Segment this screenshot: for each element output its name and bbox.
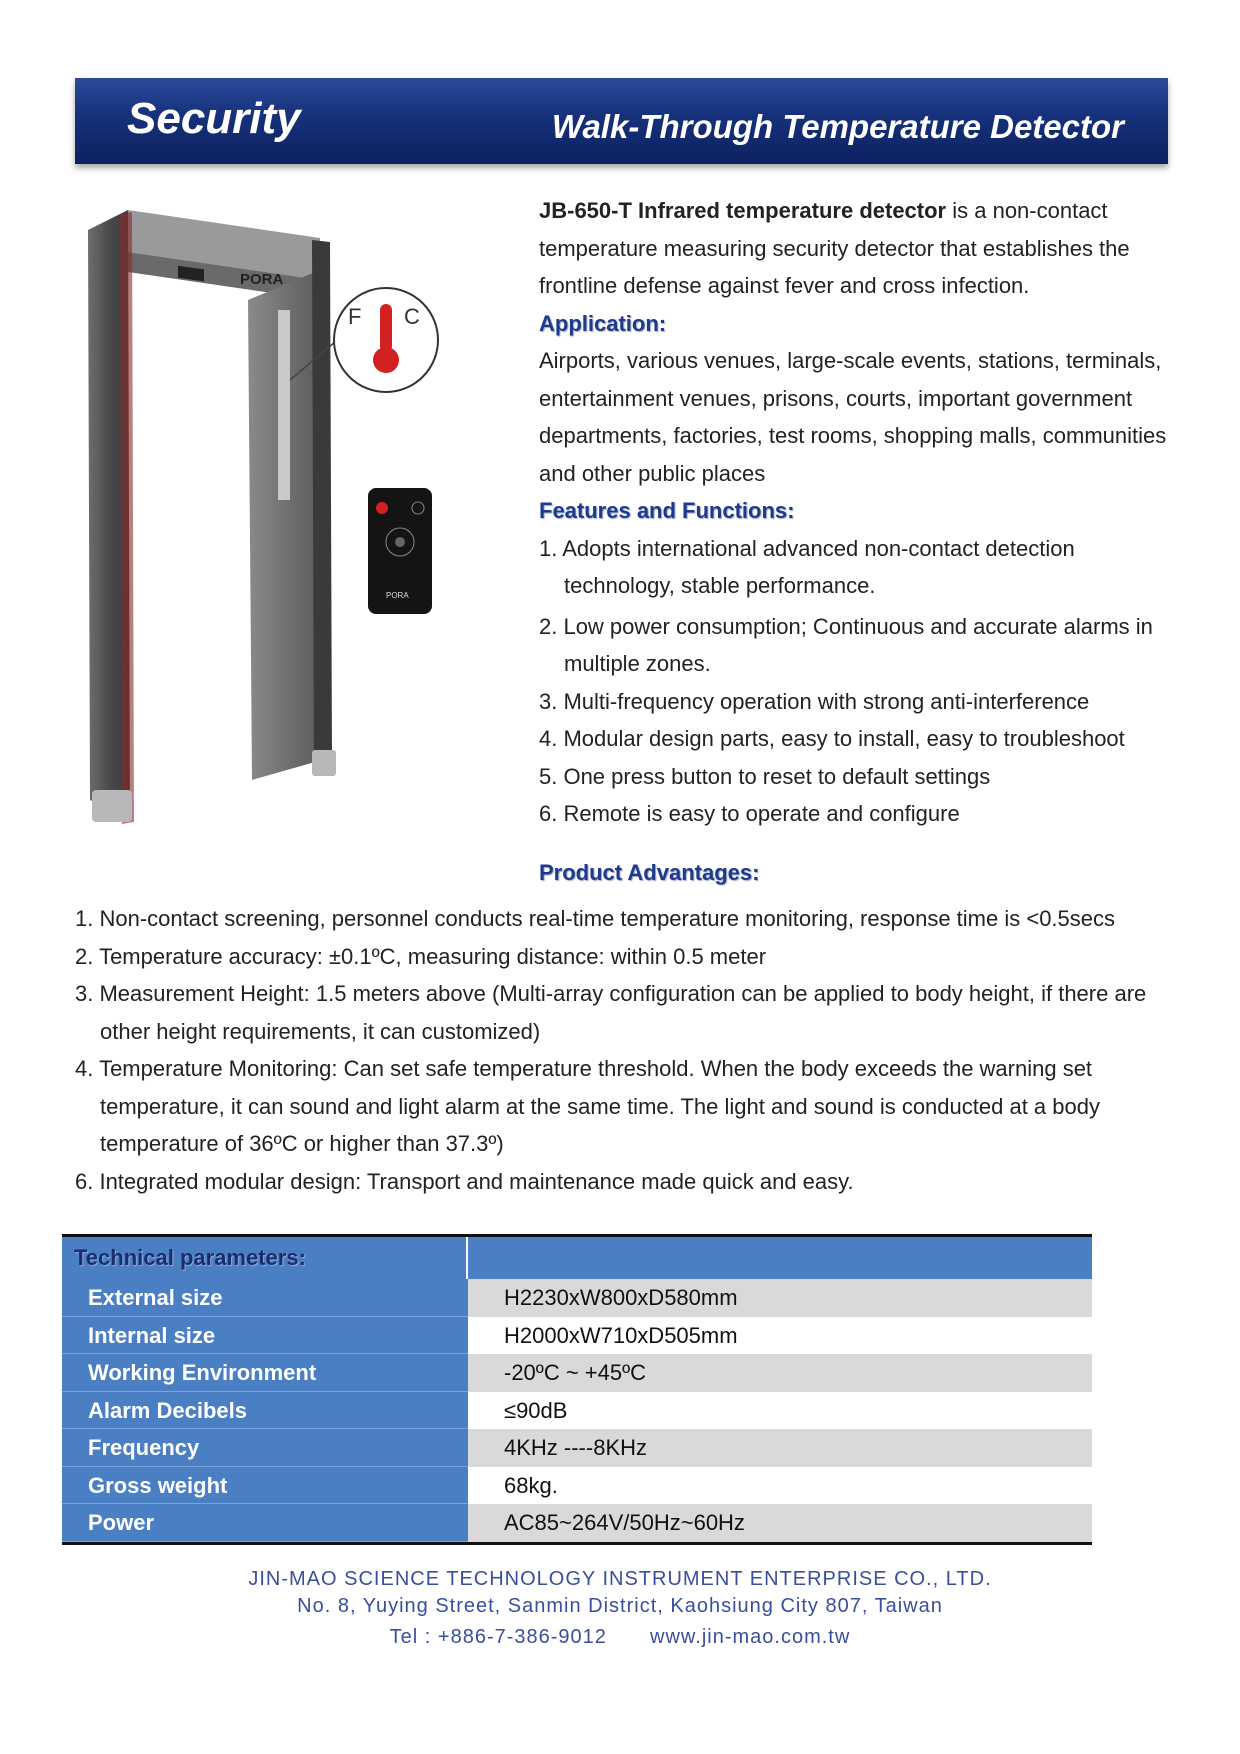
param-name: Alarm Decibels — [62, 1392, 468, 1430]
param-name: Working Environment — [62, 1354, 468, 1392]
param-name: Internal size — [62, 1317, 468, 1355]
param-name: Frequency — [62, 1429, 468, 1467]
intro-paragraph — [539, 192, 1179, 305]
table-row — [62, 1279, 1092, 1317]
table-row — [62, 1317, 1092, 1355]
table-row — [62, 1467, 1092, 1505]
param-name: External size — [62, 1279, 468, 1317]
footer-company: JIN-MAO SCIENCE TECHNOLOGY INSTRUMENT ENTERPRISE CO., LTD. — [248, 1568, 992, 1590]
remote-control-icon — [368, 488, 432, 614]
advantages-list — [75, 900, 1185, 1200]
banner-category: Security — [127, 94, 301, 143]
tech-parameters-table — [62, 1234, 1092, 1545]
features-list — [539, 530, 1179, 833]
param-value: H2000xW710xD505mm — [468, 1317, 1092, 1355]
thermometer-icon — [334, 288, 438, 392]
param-name: Power — [62, 1504, 468, 1542]
table-row — [62, 1504, 1092, 1542]
table-row — [62, 1429, 1092, 1467]
list-item: 1. Non-contact screening, personnel conducts real-time temperature monitoring, response time is <0.5secs — [75, 906, 1116, 931]
footer-tel: Tel : +886-7-386-9012 — [389, 1626, 607, 1648]
description-column — [539, 192, 1179, 833]
thermo-c-label: C — [404, 304, 420, 329]
application-heading: Application: — [539, 310, 667, 336]
table-body — [62, 1279, 1092, 1542]
brand-label: PORA — [240, 271, 284, 288]
intro-text: is a non-contact temperature measuring security detector that establishes the frontline defense against fever and cross infection. — [539, 198, 1130, 298]
tech-heading: Technical parameters: — [62, 1237, 468, 1279]
list-item: 3. Multi-frequency operation with strong anti-interference — [539, 688, 1090, 714]
list-item: 2. Low power consumption; Continuous and accurate alarms in multiple zones. — [539, 613, 1153, 676]
param-value: -20ºC ~ +45ºC — [468, 1354, 1092, 1392]
product-photo — [80, 200, 450, 840]
features-heading: Features and Functions: — [539, 498, 795, 523]
param-value: 4KHz ----8KHz — [468, 1429, 1092, 1467]
param-value: AC85~264V/50Hz~60Hz — [468, 1504, 1092, 1542]
thermo-f-label: F — [348, 304, 362, 329]
param-name: Gross weight — [62, 1467, 468, 1505]
list-item: 2. Temperature accuracy: ±0.1ºC, measuring distance: within 0.5 meter — [75, 943, 767, 969]
param-value: ≤90dB — [468, 1392, 1092, 1430]
list-item: 4. Modular design parts, easy to install, easy to troubleshoot — [539, 726, 1125, 751]
footer-address: No. 8, Yuying Street, Sanmin District, Kaohsiung City 807, Taiwan — [297, 1595, 943, 1617]
advantages-heading: Product Advantages: — [539, 860, 760, 885]
footer-website-link[interactable]: www.jin-mao.com.tw — [650, 1626, 851, 1648]
list-item: 1. Adopts international advanced non-contact detection technology, stable performance. — [539, 535, 1075, 598]
remote-brand-label: PORA — [386, 591, 409, 600]
table-row — [62, 1354, 1092, 1392]
header-banner — [75, 78, 1168, 164]
table-row — [62, 1392, 1092, 1430]
list-item: 4. Temperature Monitoring: Can set safe temperature threshold. When the body exceeds the warning set temperature, it can sound and light alarm at the same time. The light and sound is conducted at a body temperature of 36ºC or higher than 37.3º) — [75, 1056, 1100, 1156]
application-text: Airports, various venues, large-scale events, stations, terminals, entertainment venues, prisons, courts, important government departments, factories, test rooms, shopping malls, communities and other public places — [539, 348, 1167, 486]
param-value: H2230xW800xD580mm — [468, 1279, 1092, 1317]
list-item: 5. One press button to reset to default settings — [539, 763, 991, 789]
list-item: 6. Remote is easy to operate and configure — [539, 801, 960, 826]
banner-title: Walk-Through Temperature Detector — [551, 108, 1124, 145]
footer-contact — [0, 1626, 1240, 1649]
product-name: JB-650-T Infrared temperature detector — [539, 198, 947, 223]
param-value: 68kg. — [468, 1467, 1092, 1505]
list-item: 6. Integrated modular design: Transport and maintenance made quick and easy. — [75, 1168, 854, 1194]
list-item: 3. Measurement Height: 1.5 meters above (Multi-array configuration can be applied to body height, if there are other height requirements, it can customized) — [75, 981, 1147, 1044]
table-header — [62, 1237, 1092, 1279]
